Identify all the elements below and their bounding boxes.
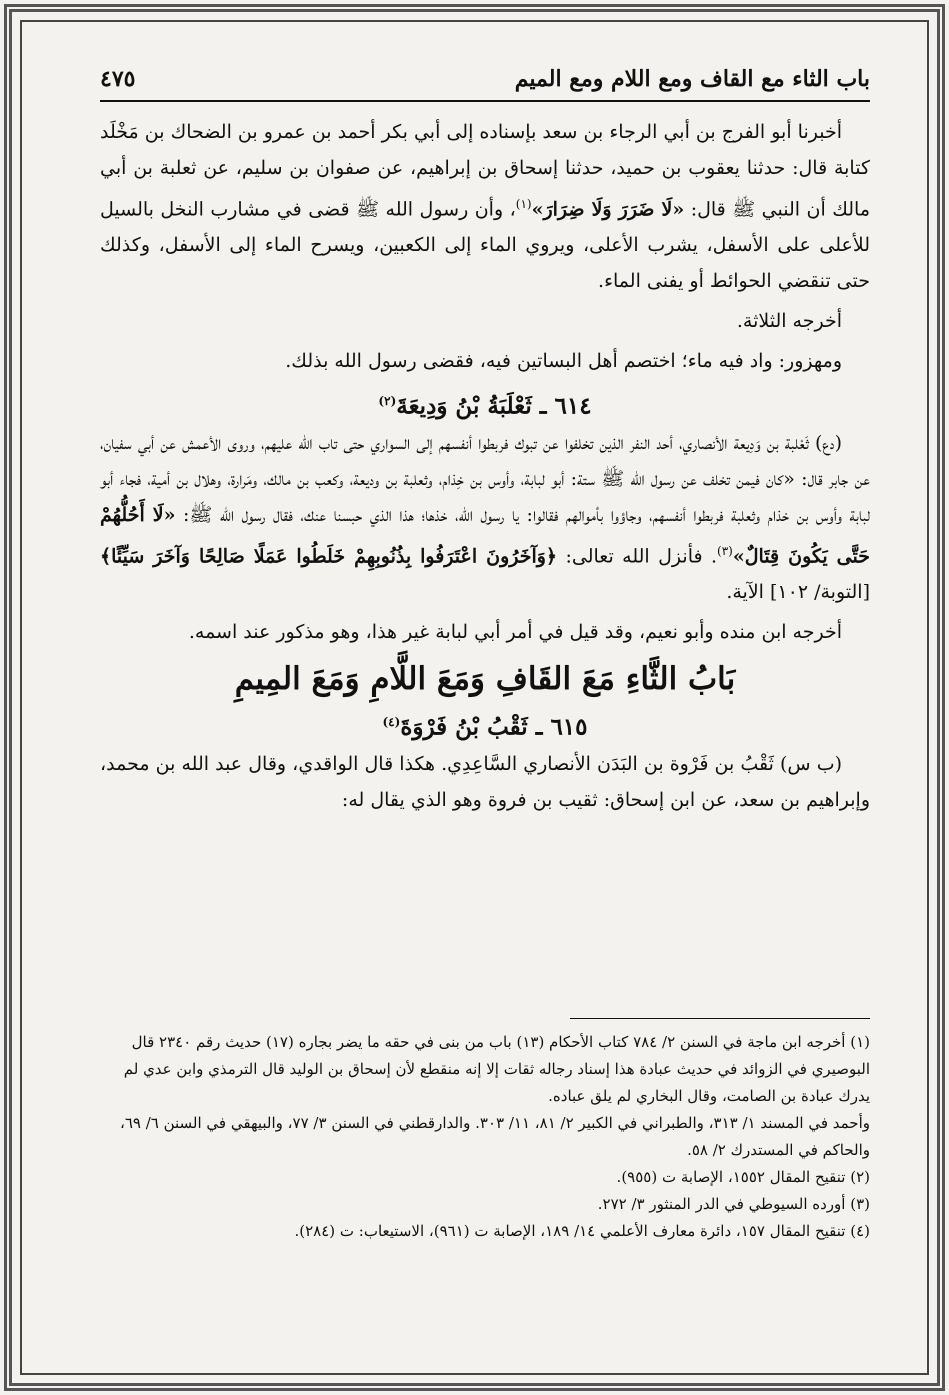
footnote-divider (570, 1018, 870, 1019)
page-number: ٤٧٥ (100, 66, 136, 92)
hadith-quote: «لَا ضَرَرَ وَلَا ضِرَارَ» (531, 198, 685, 221)
footnote-1: (١) أخرجه ابن ماجة في السنن ٢/ ٧٨٤ كتاب الأحكام (١٣) باب من بنى في حقه ما يضر بجاره (١٧) حديث رقم ٢٣٤٠ قال البوصيري في الزوائد في حديث عبادة هذا إسناد رجاله ثقات إلا إنه منقطع لأن إسحاق بن الوليد قال الترمذي وابن عدي لم يدرك عبادة بن الصامت، وقال البخاري لم يلق عباده. (123, 1033, 870, 1105)
book-page (100, 50, 870, 1350)
chapter-heading: بَابُ الثَّاءِ مَعَ القَافِ وَمَعَ اللَّامِ وَمَعَ المِيمِ (234, 661, 736, 698)
footnote-ref: (٢) (378, 394, 397, 409)
page-header (100, 60, 870, 102)
paragraph-hadith: أخبرنا أبو الفرج بن أبي الرجاء بن سعد بإسناده إلى أبي بكر أحمد بن عمرو بن الضحاك بن مَخْلَد كتابة قال: حدثنا يعقوب بن حميد، حدثنا إسحاق بن إبراهيم، عن صفوان بن سليم، عن ثعلبة بن أبي مالك أن النبي ﷺ قال: «لَا ضَرَرَ وَلَا ضِرَارَ»$^{(١)}$، وأن رسول الله ﷺ قضى في مشارب النخل بالسيل للأعلى على الأسفل، يشرب الأعلى، ويروي الماء إلى الكعبين، ويسرح الماء إلى الأسفل، وكذلك حتى تنقضي الحوائط أو يفنى الماء. (100, 121, 871, 293)
paragraph-thalaba: (دع) ثَعْلبة بن وَدِيعة الأنصاري، أحد النفر الذين تخلفوا عن تبوك فربطوا أنفسهم إلى السواري حتى تاب الله عليهم، وروى الأعمش عن أبي سفيان، عن جابر قال: «كان فيمن تخلف عن رسول الله ﷺ ستة: أبو لبابة، وأوس بن خِذام، وثعلبة بن وديعة، وكعب بن مالك، ومَرارة، وهلال بن أمية، فجاء أبو لبابة وأوس بن خذام وثعلبة فربطوا أنفسهم، وجاؤوا بأموالهم فقالوا: يا رسول الله، خذها؛ هذا الذي حبسنا عنك، فقال رسول الله ﷺ: «لَا أَحُلُّهُمْ حَتَّى يَكُونَ قِتَالٌ»$^{(٣)}$. فأنزل الله تعالى: ﴿وَآخَرُونَ اعْتَرَفُوا بِذُنُوبِهِمْ خَلَطُوا عَمَلًا صَالِحًا وَآخَرَ سَيِّئًا﴾ [التوبة/ ١٠٢] الآية. (100, 431, 870, 604)
main-text (100, 114, 870, 822)
entry-heading-615: ٦١٥ ـ ثَقْبُ بْنُ فَرْوَةَ$^{(٤)}$ (382, 713, 588, 741)
running-title: باب الثاء مع القاف ومع اللام ومع الميم (514, 66, 870, 92)
hadith-quote: «لَا أَحُلُّهُمْ حَتَّى يَكُونَ قِتَالٌ» (100, 503, 870, 568)
footnote-2: (٢) تنقيح المقال ١٥٥٢، الإصابة ت (٩٥٥). (616, 1168, 870, 1186)
quran-verse: ﴿وَآخَرُونَ اعْتَرَفُوا بِذُنُوبِهِمْ خَلَطُوا عَمَلًا صَالِحًا وَآخَرَ سَيِّئًا﴾ (100, 545, 558, 568)
entry-heading-614: ٦١٤ ـ ثَعْلَبَةُ بْنُ وَدِيعَةَ$^{(٢)}$ (378, 392, 592, 420)
footnotes (100, 1018, 870, 1245)
paragraph-thaqb: (ب س) ثَقْبُ بن فَرْوة بن البَدَن الأنصاري السَّاعِدِي. هكذا قال الواقدي، وقال عبد الله بن محمد، وإبراهيم بن سعد، عن ابن إسحاق: ثقيب بن فروة وهو الذي يقال له: (100, 752, 870, 811)
paragraph-takhrij-2: أخرجه ابن منده وأبو نعيم، وقد قيل في أمر أبي لبابة غير هذا، وهو مذكور عند اسمه. (188, 621, 842, 644)
footnote-ref: (٤) (382, 715, 401, 730)
footnote-1-cont: وأحمد في المسند ١/ ٣١٣، والطبراني في الكبير ٢/ ٨١، ١١/ ٣٠٣. والدارقطني في السنن ٣/ ٧٧، والبيهقي في السنن ٦/ ٦٩، والحاكم في المستدرك ٢/ ٥٨. (119, 1114, 870, 1159)
footnote-4: (٤) تنقيح المقال ١٥٧، دائرة معارف الأعلمي ١٤/ ١٨٩، الإصابة ت (٩٦١)، الاستيعاب: ت (٢٨٤). (294, 1222, 870, 1240)
footnote-ref: (٣) (717, 543, 733, 558)
paragraph-takhrij: أخرجه الثلاثة. (736, 310, 842, 333)
footnote-ref: (١) (515, 197, 532, 211)
footnote-3: (٣) أورده السيوطي في الدر المنثور ٣/ ٢٧٢. (597, 1195, 870, 1213)
paragraph-mahzur: ومهزور: واد فيه ماء؛ اختصم أهل البساتين فيه، فقضى رسول الله بذلك. (285, 350, 842, 373)
